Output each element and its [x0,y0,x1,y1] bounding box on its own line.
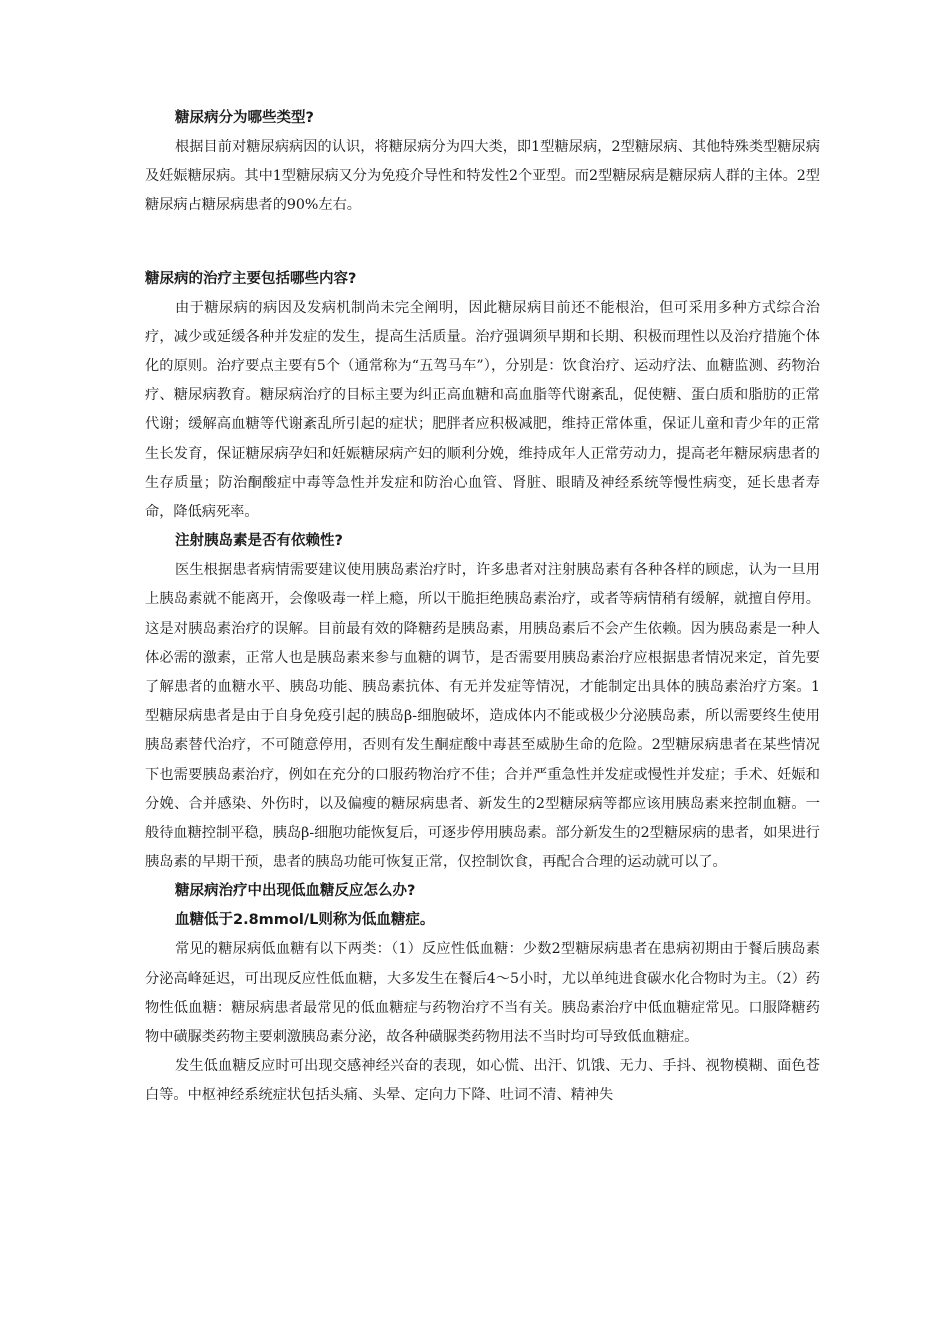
section-heading-insulin: 注射胰岛素是否有依赖性? [175,533,343,550]
section-subheading-hypoglycemia: 血糖低于2.8mmol/L则称为低血糖症。 [175,912,435,929]
section-heading-treatment: 糖尿病的治疗主要包括哪些内容? [145,270,357,287]
section-heading-types: 糖尿病分为哪些类型? [175,110,314,126]
section-paragraph-hypoglycemia-symptoms: 发生低血糖反应时可出现交感神经兴奋的表现，如心慌、出汗、饥饿、无力、手抖、视物模糊、面色苍白等。中枢神经系统症状包括头痛、头晕、定向力下降、吐词不清、精神失 [145,1058,820,1104]
section-paragraph-insulin: 医生根据患者病情需要建议使用胰岛素治疗时，许多患者对注射胰岛素有各种各样的顾虑，认为一旦用上胰岛素就不能离开，会像吸毒一样上瘾，所以干脆拒绝胰岛素治疗，或者等病情稍有缓解，就擅自停用。这是对胰岛素治疗的误解。目前最有效的降糖药是胰岛素，用胰岛素后不会产生依赖。因为胰岛素是一种人体必需的激素，正常人也是胰岛素来参与血糖的调节，是否需要用胰岛素治疗应根据患者情况来定，首先要了解患者的血糖水平、胰岛功能、胰岛素抗体、有无并发症等情况，才能制定出具体的胰岛素治疗方案。1型糖尿病患者是由于自身免疫引起的胰岛β-细胞破坏，造成体内不能或极少分泌胰岛素，所以需要终生使用胰岛素替代治疗，不可随意停用，否则有发生酮症酸中毒甚至威胁生命的危险。2型糖尿病患者在某些情况下也需要胰岛素治疗，例如在充分的口服药物治疗不佳；合并严重急性并发症或慢性并发症；手术、妊娠和分娩、合并感染、外伤时，以及偏瘦的糖尿病患者、新发生的2型糖尿病等都应该用胰岛素来控制血糖。一般待血糖控制平稳，胰岛β-细胞功能恢复后，可逐步停用胰岛素。部分新发生的2型糖尿病的患者，如果进行胰岛素的早期干预，患者的胰岛功能可恢复正常，仅控制饮食，再配合合理的运动就可以了。 [145,562,820,871]
section-spacer [145,221,820,265]
section-paragraph-treatment: 由于糖尿病的病因及发病机制尚未完全阐明，因此糖尿病目前还不能根治，但可采用多种方式综合治疗，减少或延缓各种并发症的发生，提高生活质量。治疗强调须早期和长期、积极而理性以及治疗措施个体化的原则。治疗要点主要有5个（通常称为“五驾马车”），分别是：饮食治疗、运动疗法、血糖监测、药物治疗、糖尿病教育。糖尿病治疗的目标主要为纠正高血糖和高血脂等代谢紊乱，促使糖、蛋白质和脂肪的正常代谢；缓解高血糖等代谢紊乱所引起的症状；肥胖者应积极减肥，维持正常体重，保证儿童和青少年的正常生长发育，保证糖尿病孕妇和妊娠糖尿病产妇的顺利分娩，维持成年人正常劳动力，提高老年糖尿病患者的生存质量；防治酮酸症中毒等急性并发症和防治心血管、肾脏、眼睛及神经系统等慢性病变，延长患者寿命，降低病死率。 [145,299,820,521]
section-paragraph-hypoglycemia-types: 常见的糖尿病低血糖有以下两类：（1）反应性低血糖：少数2型糖尿病患者在患病初期由于餐后胰岛素分泌高峰延迟，可出现反应性低血糖，大多发生在餐后4～5小时，尤以单纯进食碳水化合物时为主。（2）药物性低血糖：糖尿病患者最常见的低血糖症与药物治疗不当有关。胰岛素治疗中低血糖症常见。口服降糖药物中磺脲类药物主要刺激胰岛素分泌，故各种磺脲类药物用法不当时均可导致低血糖症。 [145,941,820,1046]
section-heading-hypoglycemia: 糖尿病治疗中出现低血糖反应怎么办? [175,883,416,900]
document-page [145,104,820,1111]
section-paragraph-types: 根据目前对糖尿病病因的认识，将糖尿病分为四大类，即1型糖尿病，2型糖尿病、其他特殊类型糖尿病及妊娠糖尿病。其中1型糖尿病又分为免疫介导性和特发性2个亚型。而2型糖尿病是糖尿病人群的主体。2型糖尿病占糖尿病患者的90%左右。 [145,139,820,214]
